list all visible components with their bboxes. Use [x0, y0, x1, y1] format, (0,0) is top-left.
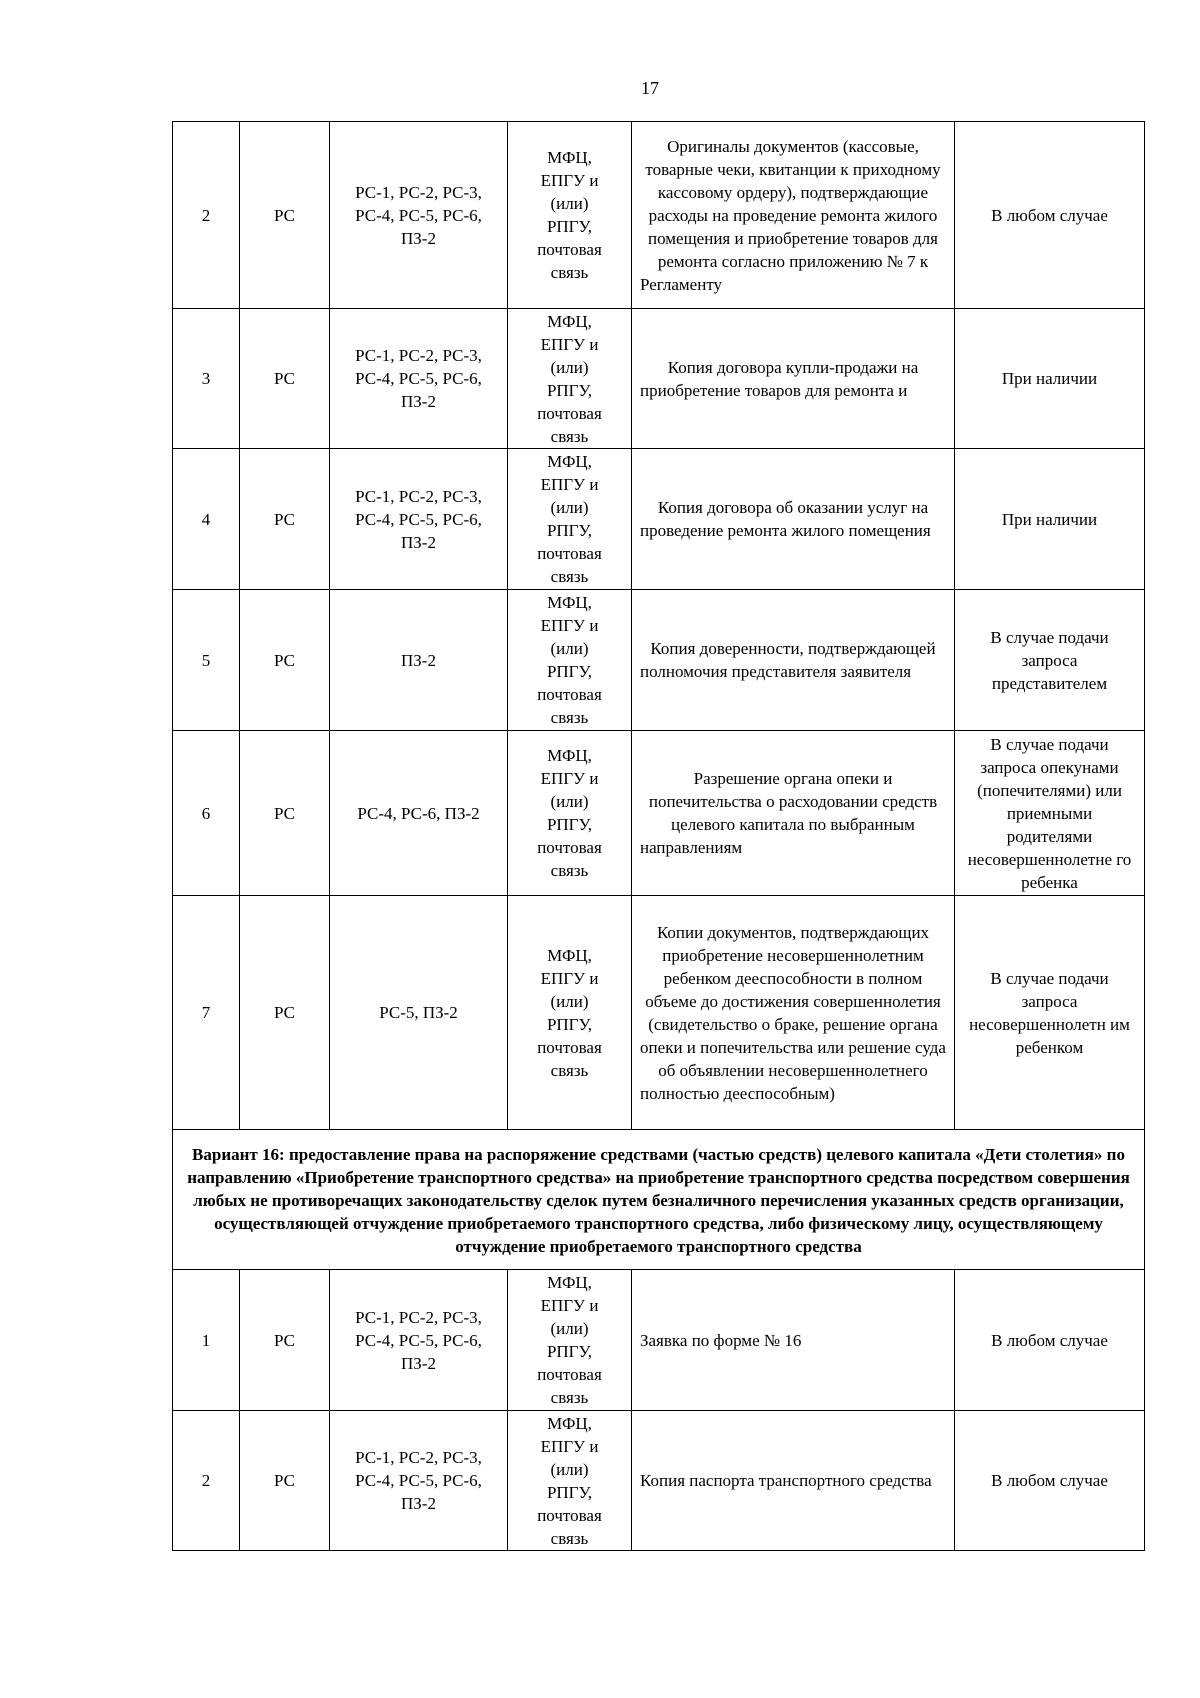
- table-row: [173, 309, 1145, 449]
- cell-description: Оригиналы документов (кассовые, товарные чеки, квитанции к приходному кассовому ордеру), подтверждающие расходы на проведение ремонта жилого помещения и приобретение товаров для ремонта согласно приложению № 7 к Регламенту: [632, 122, 955, 309]
- cell-type: РС: [240, 449, 330, 590]
- cell-condition: При наличии: [955, 309, 1145, 449]
- cell-number: 5: [173, 590, 240, 731]
- cell-codes: РС-5, ПЗ-2: [330, 896, 508, 1130]
- cell-codes: РС-4, РС-6, ПЗ-2: [330, 731, 508, 896]
- variant-heading: Вариант 16: предоставление права на распоряжение средствами (частью средств) целевого капитала «Дети столетия» по направлению «Приобретение транспортного средства» на приобретение транспортного средства посредством совершения любых не противоречащих законодательству сделок путем безналичного перечисления указанных средств организации, осуществляющей отчуждение приобретаемого транспортного средства, либо физическому лицу, осуществляющему отчуждение приобретаемого транспортного средства: [173, 1130, 1145, 1270]
- cell-description: Копия доверенности, подтверждающей полномочия представителя заявителя: [632, 590, 955, 731]
- cell-condition: В любом случае: [955, 1270, 1145, 1411]
- cell-codes: РС-1, РС-2, РС-3, РС-4, РС-5, РС-6, ПЗ-2: [330, 1270, 508, 1411]
- cell-channels: МФЦ, ЕПГУ и (или) РПГУ, почтовая связь: [508, 590, 632, 731]
- cell-channels: МФЦ, ЕПГУ и (или) РПГУ, почтовая связь: [508, 896, 632, 1130]
- cell-description: Разрешение органа опеки и попечительства о расходовании средств целевого капитала по выбранным направлениям: [632, 731, 955, 896]
- cell-type: РС: [240, 590, 330, 731]
- cell-type: РС: [240, 731, 330, 896]
- cell-description: Копии документов, подтверждающих приобретение несовершеннолетним ребенком дееспособности в полном объеме до достижения совершеннолетия (свидетельство о браке, решение органа опеки и попечительства или решение суда об объявлении несовершеннолетнего полностью дееспособным): [632, 896, 955, 1130]
- cell-condition: При наличии: [955, 449, 1145, 590]
- cell-number: 7: [173, 896, 240, 1130]
- table-row: [173, 1411, 1145, 1551]
- table-row: [173, 449, 1145, 590]
- cell-type: РС: [240, 1270, 330, 1411]
- table-row: [173, 731, 1145, 896]
- table-row: [173, 896, 1145, 1130]
- cell-number: 2: [173, 122, 240, 309]
- cell-type: РС: [240, 122, 330, 309]
- cell-codes: РС-1, РС-2, РС-3, РС-4, РС-5, РС-6, ПЗ-2: [330, 1411, 508, 1551]
- cell-type: РС: [240, 1411, 330, 1551]
- variant-heading-row: [173, 1130, 1145, 1270]
- cell-description: Копия паспорта транспортного средства: [632, 1411, 955, 1551]
- cell-condition: В случае подачи запроса опекунами (попечителями) или приемными родителями несовершеннолетне го ребенка: [955, 731, 1145, 896]
- cell-condition: В любом случае: [955, 122, 1145, 309]
- cell-description: Заявка по форме № 16: [632, 1270, 955, 1411]
- cell-number: 3: [173, 309, 240, 449]
- cell-number: 1: [173, 1270, 240, 1411]
- cell-type: РС: [240, 309, 330, 449]
- cell-channels: МФЦ, ЕПГУ и (или) РПГУ, почтовая связь: [508, 1411, 632, 1551]
- table-row: [173, 590, 1145, 731]
- cell-condition: В случае подачи запроса представителем: [955, 590, 1145, 731]
- cell-channels: МФЦ, ЕПГУ и (или) РПГУ, почтовая связь: [508, 449, 632, 590]
- cell-channels: МФЦ, ЕПГУ и (или) РПГУ, почтовая связь: [508, 122, 632, 309]
- cell-condition: В случае подачи запроса несовершеннолетн им ребенком: [955, 896, 1145, 1130]
- cell-channels: МФЦ, ЕПГУ и (или) РПГУ, почтовая связь: [508, 731, 632, 896]
- cell-number: 4: [173, 449, 240, 590]
- documents-table: [172, 121, 1145, 1551]
- cell-condition: В любом случае: [955, 1411, 1145, 1551]
- documents-table-body: [173, 122, 1145, 1551]
- cell-codes: ПЗ-2: [330, 590, 508, 731]
- cell-codes: РС-1, РС-2, РС-3, РС-4, РС-5, РС-6, ПЗ-2: [330, 309, 508, 449]
- cell-type: РС: [240, 896, 330, 1130]
- cell-description: Копия договора об оказании услуг на проведение ремонта жилого помещения: [632, 449, 955, 590]
- cell-codes: РС-1, РС-2, РС-3, РС-4, РС-5, РС-6, ПЗ-2: [330, 122, 508, 309]
- cell-number: 6: [173, 731, 240, 896]
- cell-channels: МФЦ, ЕПГУ и (или) РПГУ, почтовая связь: [508, 1270, 632, 1411]
- table-row: [173, 1270, 1145, 1411]
- cell-description: Копия договора купли-продажи на приобретение товаров для ремонта и: [632, 309, 955, 449]
- cell-number: 2: [173, 1411, 240, 1551]
- table-row: [173, 122, 1145, 309]
- cell-codes: РС-1, РС-2, РС-3, РС-4, РС-5, РС-6, ПЗ-2: [330, 449, 508, 590]
- cell-channels: МФЦ, ЕПГУ и (или) РПГУ, почтовая связь: [508, 309, 632, 449]
- page-number: 17: [641, 78, 659, 98]
